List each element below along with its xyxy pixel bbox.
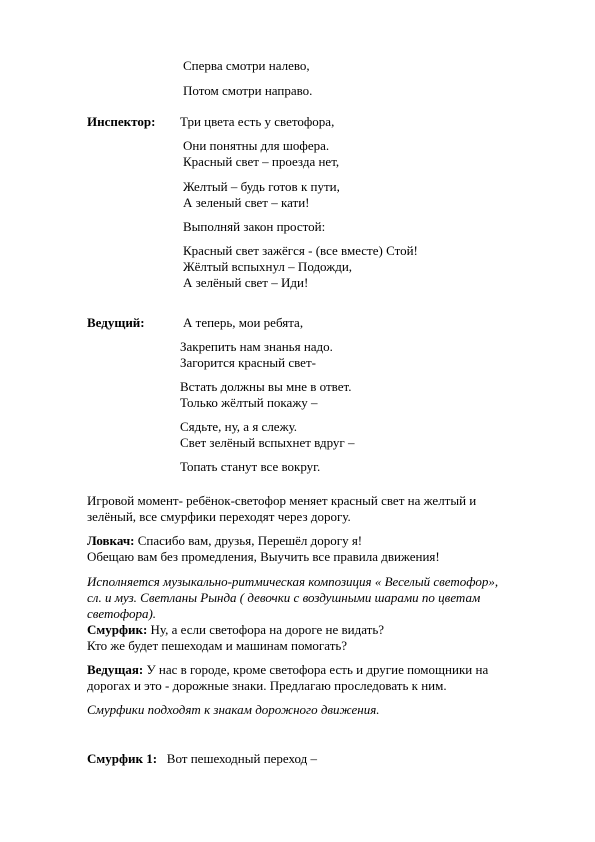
host2-text: У нас в городе, кроме светофора есть и другие помощники на	[143, 662, 489, 677]
smurf1-line-1	[87, 751, 317, 767]
host-line: Закрепить нам знанья надо.	[180, 339, 333, 354]
game-line-2: зелёный, все смурфики переходят через дорогу.	[87, 509, 351, 524]
stage-direction: Смурфики подходят к знакам дорожного движения.	[87, 702, 380, 717]
smurf-text: Ну, а если светофора на дороге не видать?	[147, 622, 385, 637]
inspector-line: Выполняй закон простой:	[183, 219, 326, 234]
inspector-line: А зеленый свет – кати!	[183, 195, 310, 210]
host-line: Встать должны вы мне в ответ.	[180, 379, 352, 394]
speaker-host2: Ведущая:	[87, 662, 144, 677]
smurf-line-2: Кто же будет пешеходам и машинам помогать?	[87, 638, 348, 653]
host2-line-2: дорогах и это - дорожные знаки. Предлагаю проследовать к ним.	[87, 678, 447, 693]
host-line: Сядьте, ну, а я слежу.	[180, 419, 298, 434]
speaker-host: Ведущий:	[87, 315, 145, 330]
speaker-smurf: Смурфик:	[87, 622, 148, 637]
performance-line-3: светофора).	[87, 606, 157, 621]
lovkach-line-1	[87, 533, 362, 549]
smurf-line-1	[87, 622, 384, 638]
performance-line-1: Исполняется музыкально-ритмическая композиция « Веселый светофор»,	[87, 574, 499, 589]
speaker-inspector: Инспектор:	[87, 114, 156, 129]
host-line: А теперь, мои ребята,	[183, 315, 304, 330]
intro-line-2: Потом смотри направо.	[183, 83, 313, 98]
speaker-lovkach: Ловкач:	[87, 533, 135, 548]
inspector-line: Они понятны для шофера.	[183, 138, 330, 153]
intro-line-1: Сперва смотри налево,	[183, 58, 310, 73]
inspector-line: Красный свет – проезда нет,	[183, 154, 340, 169]
game-line-1: Игровой момент- ребёнок-светофор меняет красный свет на желтый и	[87, 493, 477, 508]
host2-line-1	[87, 662, 488, 678]
inspector-line: Жёлтый вспыхнул – Подожди,	[183, 259, 353, 274]
speaker-smurf1: Смурфик 1:	[87, 751, 158, 766]
inspector-line: А зелёный свет – Иди!	[183, 275, 309, 290]
host-line: Топать станут все вокруг.	[180, 459, 321, 474]
smurf1-text: Вот пешеходный переход –	[157, 751, 318, 766]
host-line: Свет зелёный вспыхнет вдруг –	[180, 435, 355, 450]
host-line: Только жёлтый покажу –	[180, 395, 318, 410]
performance-line-2: сл. и муз. Светланы Рында ( девочки с воздушными шарами по цветам	[87, 590, 481, 605]
inspector-line: Красный свет зажёгся - (все вместе) Стой!	[183, 243, 418, 258]
lovkach-text: Спасибо вам, друзья, Перешёл дорогу я!	[134, 533, 363, 548]
lovkach-line-2: Обещаю вам без промедления, Выучить все правила движения!	[87, 549, 440, 564]
inspector-line: Три цвета есть у светофора,	[180, 114, 335, 129]
host-line: Загорится красный свет-	[180, 355, 316, 370]
inspector-line: Желтый – будь готов к пути,	[183, 179, 340, 194]
